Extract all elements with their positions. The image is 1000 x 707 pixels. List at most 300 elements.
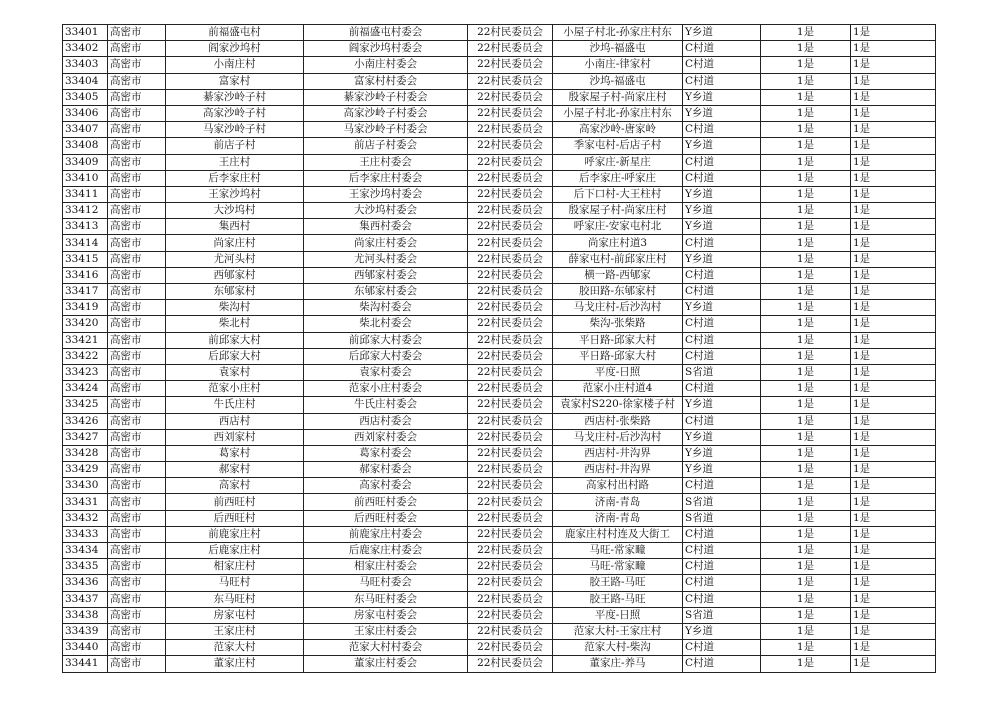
flag2-cell: 1是 <box>851 623 936 639</box>
committee-cell: 相家庄村委会 <box>304 559 468 575</box>
id-cell: 33420 <box>63 316 108 332</box>
road-cell: 后下口村-大王柱村 <box>553 186 683 202</box>
flag2-cell: 1是 <box>851 510 936 526</box>
flag2-cell: 1是 <box>851 413 936 429</box>
id-cell: 33435 <box>63 559 108 575</box>
id-cell: 33402 <box>63 41 108 57</box>
flag2-cell: 1是 <box>851 316 936 332</box>
table-row <box>63 138 936 154</box>
road-grade-cell: C村道 <box>683 73 761 89</box>
table-row <box>63 203 936 219</box>
flag1-cell: 1是 <box>761 559 851 575</box>
road-cell: 鹿家庄村村连及大街工 <box>553 526 683 542</box>
table-row <box>63 478 936 494</box>
type-cell: 22村民委员会 <box>468 25 553 41</box>
city-cell: 高密市 <box>108 656 166 672</box>
road-cell: 呼家庄-新星庄 <box>553 154 683 170</box>
village-cell: 袁家村 <box>166 364 304 380</box>
flag1-cell: 1是 <box>761 494 851 510</box>
committee-cell: 房家屯村委会 <box>304 607 468 623</box>
flag1-cell: 1是 <box>761 300 851 316</box>
village-cell: 綦家沙岭子村 <box>166 89 304 105</box>
id-cell: 33424 <box>63 381 108 397</box>
road-grade-cell: S省道 <box>683 510 761 526</box>
table-body <box>63 25 936 673</box>
road-cell: 范家大村-柴沟 <box>553 640 683 656</box>
flag2-cell: 1是 <box>851 89 936 105</box>
village-cell: 东马旺村 <box>166 591 304 607</box>
flag1-cell: 1是 <box>761 526 851 542</box>
table-row <box>63 300 936 316</box>
village-cell: 王家庄村 <box>166 623 304 639</box>
flag1-cell: 1是 <box>761 170 851 186</box>
road-cell: 马戈庄村-后沙沟村 <box>553 300 683 316</box>
table-row <box>63 607 936 623</box>
flag1-cell: 1是 <box>761 25 851 41</box>
road-cell: 沙坞-福盛屯 <box>553 73 683 89</box>
road-cell: 马旺-常家疃 <box>553 559 683 575</box>
type-cell: 22村民委员会 <box>468 575 553 591</box>
city-cell: 高密市 <box>108 413 166 429</box>
id-cell: 33408 <box>63 138 108 154</box>
table-row <box>63 656 936 672</box>
type-cell: 22村民委员会 <box>468 640 553 656</box>
committee-cell: 后鹿家庄村委会 <box>304 543 468 559</box>
road-cell: 平度-日照 <box>553 607 683 623</box>
id-cell: 33422 <box>63 348 108 364</box>
road-grade-cell: C村道 <box>683 591 761 607</box>
table-row <box>63 462 936 478</box>
id-cell: 33416 <box>63 267 108 283</box>
city-cell: 高密市 <box>108 170 166 186</box>
committee-cell: 后李家庄村委会 <box>304 170 468 186</box>
flag2-cell: 1是 <box>851 397 936 413</box>
table-row <box>63 494 936 510</box>
road-grade-cell: C村道 <box>683 559 761 575</box>
village-cell: 尚家庄村 <box>166 235 304 251</box>
flag2-cell: 1是 <box>851 559 936 575</box>
type-cell: 22村民委员会 <box>468 526 553 542</box>
id-cell: 33409 <box>63 154 108 170</box>
flag2-cell: 1是 <box>851 429 936 445</box>
table-row <box>63 251 936 267</box>
road-cell: 范家小庄村道4 <box>553 381 683 397</box>
road-grade-cell: C村道 <box>683 413 761 429</box>
city-cell: 高密市 <box>108 591 166 607</box>
committee-cell: 范家小庄村委会 <box>304 381 468 397</box>
road-cell: 胶田路-东郇家村 <box>553 284 683 300</box>
id-cell: 33427 <box>63 429 108 445</box>
road-cell: 济南-青岛 <box>553 494 683 510</box>
type-cell: 22村民委员会 <box>468 235 553 251</box>
city-cell: 高密市 <box>108 445 166 461</box>
flag2-cell: 1是 <box>851 267 936 283</box>
road-grade-cell: C村道 <box>683 543 761 559</box>
city-cell: 高密市 <box>108 73 166 89</box>
committee-cell: 董家庄村委会 <box>304 656 468 672</box>
flag2-cell: 1是 <box>851 122 936 138</box>
city-cell: 高密市 <box>108 138 166 154</box>
road-grade-cell: C村道 <box>683 656 761 672</box>
city-cell: 高密市 <box>108 526 166 542</box>
road-grade-cell: Y乡道 <box>683 89 761 105</box>
village-cell: 前福盛屯村 <box>166 25 304 41</box>
village-cell: 富家村 <box>166 73 304 89</box>
table-row <box>63 186 936 202</box>
committee-cell: 王庄村委会 <box>304 154 468 170</box>
village-cell: 柴沟村 <box>166 300 304 316</box>
road-cell: 济南-青岛 <box>553 510 683 526</box>
village-cell: 郝家村 <box>166 462 304 478</box>
village-cell: 相家庄村 <box>166 559 304 575</box>
city-cell: 高密市 <box>108 462 166 478</box>
city-cell: 高密市 <box>108 122 166 138</box>
road-cell: 西店村-张柴路 <box>553 413 683 429</box>
city-cell: 高密市 <box>108 251 166 267</box>
committee-cell: 郝家村委会 <box>304 462 468 478</box>
city-cell: 高密市 <box>108 575 166 591</box>
flag2-cell: 1是 <box>851 640 936 656</box>
city-cell: 高密市 <box>108 25 166 41</box>
flag2-cell: 1是 <box>851 348 936 364</box>
flag2-cell: 1是 <box>851 105 936 121</box>
village-cell: 尤河头村 <box>166 251 304 267</box>
table-row <box>63 640 936 656</box>
committee-cell: 西店村委会 <box>304 413 468 429</box>
flag1-cell: 1是 <box>761 219 851 235</box>
type-cell: 22村民委员会 <box>468 429 553 445</box>
flag2-cell: 1是 <box>851 73 936 89</box>
road-grade-cell: C村道 <box>683 122 761 138</box>
table-row <box>63 25 936 41</box>
road-grade-cell: Y乡道 <box>683 429 761 445</box>
table-row <box>63 105 936 121</box>
table-row <box>63 543 936 559</box>
flag1-cell: 1是 <box>761 429 851 445</box>
committee-cell: 葛家村委会 <box>304 445 468 461</box>
committee-cell: 前店子村委会 <box>304 138 468 154</box>
city-cell: 高密市 <box>108 640 166 656</box>
type-cell: 22村民委员会 <box>468 267 553 283</box>
table-row <box>63 526 936 542</box>
type-cell: 22村民委员会 <box>468 332 553 348</box>
id-cell: 33439 <box>63 623 108 639</box>
road-grade-cell: C村道 <box>683 267 761 283</box>
committee-cell: 小南庄村委会 <box>304 57 468 73</box>
flag2-cell: 1是 <box>851 445 936 461</box>
village-cell: 后李家庄村 <box>166 170 304 186</box>
type-cell: 22村民委员会 <box>468 170 553 186</box>
road-cell: 范家大村-王家庄村 <box>553 623 683 639</box>
village-cell: 小南庄村 <box>166 57 304 73</box>
committee-cell: 富家村村委会 <box>304 73 468 89</box>
committee-cell: 前福盛屯村委会 <box>304 25 468 41</box>
village-cell: 大沙坞村 <box>166 203 304 219</box>
type-cell: 22村民委员会 <box>468 381 553 397</box>
id-cell: 33417 <box>63 284 108 300</box>
id-cell: 33413 <box>63 219 108 235</box>
committee-cell: 袁家村委会 <box>304 364 468 380</box>
road-grade-cell: Y乡道 <box>683 25 761 41</box>
village-cell: 西店村 <box>166 413 304 429</box>
road-grade-cell: Y乡道 <box>683 138 761 154</box>
flag1-cell: 1是 <box>761 105 851 121</box>
flag2-cell: 1是 <box>851 381 936 397</box>
table-row <box>63 316 936 332</box>
committee-cell: 集西村委会 <box>304 219 468 235</box>
flag1-cell: 1是 <box>761 332 851 348</box>
id-cell: 33428 <box>63 445 108 461</box>
type-cell: 22村民委员会 <box>468 445 553 461</box>
city-cell: 高密市 <box>108 381 166 397</box>
city-cell: 高密市 <box>108 267 166 283</box>
table-row <box>63 591 936 607</box>
type-cell: 22村民委员会 <box>468 251 553 267</box>
village-cell: 王家沙坞村 <box>166 186 304 202</box>
road-grade-cell: C村道 <box>683 526 761 542</box>
city-cell: 高密市 <box>108 105 166 121</box>
flag2-cell: 1是 <box>851 170 936 186</box>
table-row <box>63 284 936 300</box>
table-row <box>63 429 936 445</box>
flag1-cell: 1是 <box>761 154 851 170</box>
committee-cell: 柴沟村委会 <box>304 300 468 316</box>
flag1-cell: 1是 <box>761 364 851 380</box>
road-grade-cell: S省道 <box>683 364 761 380</box>
id-cell: 33437 <box>63 591 108 607</box>
id-cell: 33423 <box>63 364 108 380</box>
flag2-cell: 1是 <box>851 186 936 202</box>
road-grade-cell: C村道 <box>683 170 761 186</box>
committee-cell: 大沙坞村委会 <box>304 203 468 219</box>
flag2-cell: 1是 <box>851 219 936 235</box>
flag2-cell: 1是 <box>851 41 936 57</box>
id-cell: 33441 <box>63 656 108 672</box>
committee-cell: 綦家沙岭子村委会 <box>304 89 468 105</box>
table-row <box>63 559 936 575</box>
committee-cell: 后西旺村委会 <box>304 510 468 526</box>
village-cell: 牛氏庄村 <box>166 397 304 413</box>
road-grade-cell: Y乡道 <box>683 462 761 478</box>
city-cell: 高密市 <box>108 219 166 235</box>
city-cell: 高密市 <box>108 543 166 559</box>
city-cell: 高密市 <box>108 300 166 316</box>
road-cell: 小屋子村北-孙家庄村东 <box>553 25 683 41</box>
city-cell: 高密市 <box>108 41 166 57</box>
id-cell: 33425 <box>63 397 108 413</box>
village-cell: 阎家沙坞村 <box>166 41 304 57</box>
road-cell: 薛家屯村-前邱家庄村 <box>553 251 683 267</box>
committee-cell: 柴北村委会 <box>304 316 468 332</box>
id-cell: 33440 <box>63 640 108 656</box>
flag2-cell: 1是 <box>851 57 936 73</box>
road-cell: 马旺-常家疃 <box>553 543 683 559</box>
road-cell: 胶王路-马旺 <box>553 591 683 607</box>
city-cell: 高密市 <box>108 478 166 494</box>
flag2-cell: 1是 <box>851 203 936 219</box>
road-cell: 小屋子村北-孙家庄村东 <box>553 105 683 121</box>
type-cell: 22村民委员会 <box>468 462 553 478</box>
flag1-cell: 1是 <box>761 122 851 138</box>
village-cell: 前鹿家庄村 <box>166 526 304 542</box>
type-cell: 22村民委员会 <box>468 559 553 575</box>
city-cell: 高密市 <box>108 559 166 575</box>
road-cell: 呼家庄-安家屯村北 <box>553 219 683 235</box>
city-cell: 高密市 <box>108 494 166 510</box>
spreadsheet-page <box>62 24 936 673</box>
committee-cell: 高家村委会 <box>304 478 468 494</box>
road-grade-cell: C村道 <box>683 284 761 300</box>
city-cell: 高密市 <box>108 316 166 332</box>
table-row <box>63 510 936 526</box>
committee-cell: 牛氏庄村委会 <box>304 397 468 413</box>
committee-cell: 阎家沙坞村委会 <box>304 41 468 57</box>
flag2-cell: 1是 <box>851 526 936 542</box>
id-cell: 33433 <box>63 526 108 542</box>
id-cell: 33430 <box>63 478 108 494</box>
type-cell: 22村民委员会 <box>468 284 553 300</box>
id-cell: 33415 <box>63 251 108 267</box>
village-road-table <box>62 24 936 673</box>
type-cell: 22村民委员会 <box>468 494 553 510</box>
road-cell: 高家村出村路 <box>553 478 683 494</box>
village-cell: 西刘家村 <box>166 429 304 445</box>
id-cell: 33431 <box>63 494 108 510</box>
id-cell: 33426 <box>63 413 108 429</box>
city-cell: 高密市 <box>108 623 166 639</box>
type-cell: 22村民委员会 <box>468 300 553 316</box>
committee-cell: 前邱家大村委会 <box>304 332 468 348</box>
city-cell: 高密市 <box>108 284 166 300</box>
road-grade-cell: C村道 <box>683 478 761 494</box>
table-row <box>63 219 936 235</box>
id-cell: 33436 <box>63 575 108 591</box>
committee-cell: 前鹿家庄村委会 <box>304 526 468 542</box>
flag2-cell: 1是 <box>851 364 936 380</box>
flag1-cell: 1是 <box>761 251 851 267</box>
flag1-cell: 1是 <box>761 316 851 332</box>
flag1-cell: 1是 <box>761 607 851 623</box>
table-row <box>63 445 936 461</box>
type-cell: 22村民委员会 <box>468 186 553 202</box>
flag1-cell: 1是 <box>761 57 851 73</box>
id-cell: 33411 <box>63 186 108 202</box>
flag1-cell: 1是 <box>761 591 851 607</box>
village-cell: 马家沙岭子村 <box>166 122 304 138</box>
flag2-cell: 1是 <box>851 478 936 494</box>
road-cell: 董家庄-养马 <box>553 656 683 672</box>
table-row <box>63 57 936 73</box>
flag2-cell: 1是 <box>851 494 936 510</box>
flag2-cell: 1是 <box>851 591 936 607</box>
city-cell: 高密市 <box>108 607 166 623</box>
village-cell: 葛家村 <box>166 445 304 461</box>
committee-cell: 尤河头村委会 <box>304 251 468 267</box>
road-cell: 平日路-邱家大村 <box>553 332 683 348</box>
village-cell: 董家庄村 <box>166 656 304 672</box>
flag1-cell: 1是 <box>761 203 851 219</box>
id-cell: 33405 <box>63 89 108 105</box>
road-cell: 殷家屋子村-尚家庄村 <box>553 203 683 219</box>
village-cell: 后鹿家庄村 <box>166 543 304 559</box>
committee-cell: 马旺村委会 <box>304 575 468 591</box>
table-row <box>63 170 936 186</box>
road-cell: 柴沟-张柴路 <box>553 316 683 332</box>
village-cell: 集西村 <box>166 219 304 235</box>
road-cell: 平度-日照 <box>553 364 683 380</box>
city-cell: 高密市 <box>108 57 166 73</box>
village-cell: 房家屯村 <box>166 607 304 623</box>
village-cell: 后邱家大村 <box>166 348 304 364</box>
road-cell: 西店村-井沟界 <box>553 445 683 461</box>
flag2-cell: 1是 <box>851 300 936 316</box>
type-cell: 22村民委员会 <box>468 478 553 494</box>
type-cell: 22村民委员会 <box>468 203 553 219</box>
type-cell: 22村民委员会 <box>468 591 553 607</box>
flag1-cell: 1是 <box>761 397 851 413</box>
committee-cell: 东郇家村委会 <box>304 284 468 300</box>
village-cell: 高家沙岭子村 <box>166 105 304 121</box>
city-cell: 高密市 <box>108 235 166 251</box>
road-grade-cell: Y乡道 <box>683 397 761 413</box>
committee-cell: 尚家庄村委会 <box>304 235 468 251</box>
table-row <box>63 73 936 89</box>
committee-cell: 王家沙坞村委会 <box>304 186 468 202</box>
road-grade-cell: C村道 <box>683 57 761 73</box>
id-cell: 33438 <box>63 607 108 623</box>
flag1-cell: 1是 <box>761 462 851 478</box>
committee-cell: 马家沙岭子村委会 <box>304 122 468 138</box>
road-grade-cell: C村道 <box>683 316 761 332</box>
road-cell: 季家屯村-后店子村 <box>553 138 683 154</box>
table-row <box>63 154 936 170</box>
committee-cell: 后邱家大村委会 <box>304 348 468 364</box>
committee-cell: 东马旺村委会 <box>304 591 468 607</box>
type-cell: 22村民委员会 <box>468 413 553 429</box>
id-cell: 33404 <box>63 73 108 89</box>
village-cell: 西郇家村 <box>166 267 304 283</box>
city-cell: 高密市 <box>108 89 166 105</box>
village-cell: 范家大村 <box>166 640 304 656</box>
road-cell: 马戈庄村-后沙沟村 <box>553 429 683 445</box>
road-grade-cell: C村道 <box>683 41 761 57</box>
table-row <box>63 364 936 380</box>
type-cell: 22村民委员会 <box>468 138 553 154</box>
flag2-cell: 1是 <box>851 656 936 672</box>
village-cell: 范家小庄村 <box>166 381 304 397</box>
flag2-cell: 1是 <box>851 138 936 154</box>
road-grade-cell: S省道 <box>683 494 761 510</box>
table-row <box>63 623 936 639</box>
type-cell: 22村民委员会 <box>468 656 553 672</box>
flag1-cell: 1是 <box>761 186 851 202</box>
road-cell: 横一路-西郇家 <box>553 267 683 283</box>
flag1-cell: 1是 <box>761 235 851 251</box>
type-cell: 22村民委员会 <box>468 348 553 364</box>
city-cell: 高密市 <box>108 429 166 445</box>
type-cell: 22村民委员会 <box>468 397 553 413</box>
flag1-cell: 1是 <box>761 41 851 57</box>
road-grade-cell: C村道 <box>683 235 761 251</box>
road-cell: 高家沙岭-唐家岭 <box>553 122 683 138</box>
road-grade-cell: Y乡道 <box>683 203 761 219</box>
type-cell: 22村民委员会 <box>468 623 553 639</box>
flag1-cell: 1是 <box>761 478 851 494</box>
road-cell: 小南庄-律家村 <box>553 57 683 73</box>
id-cell: 33414 <box>63 235 108 251</box>
committee-cell: 范家大村村委会 <box>304 640 468 656</box>
id-cell: 33429 <box>63 462 108 478</box>
